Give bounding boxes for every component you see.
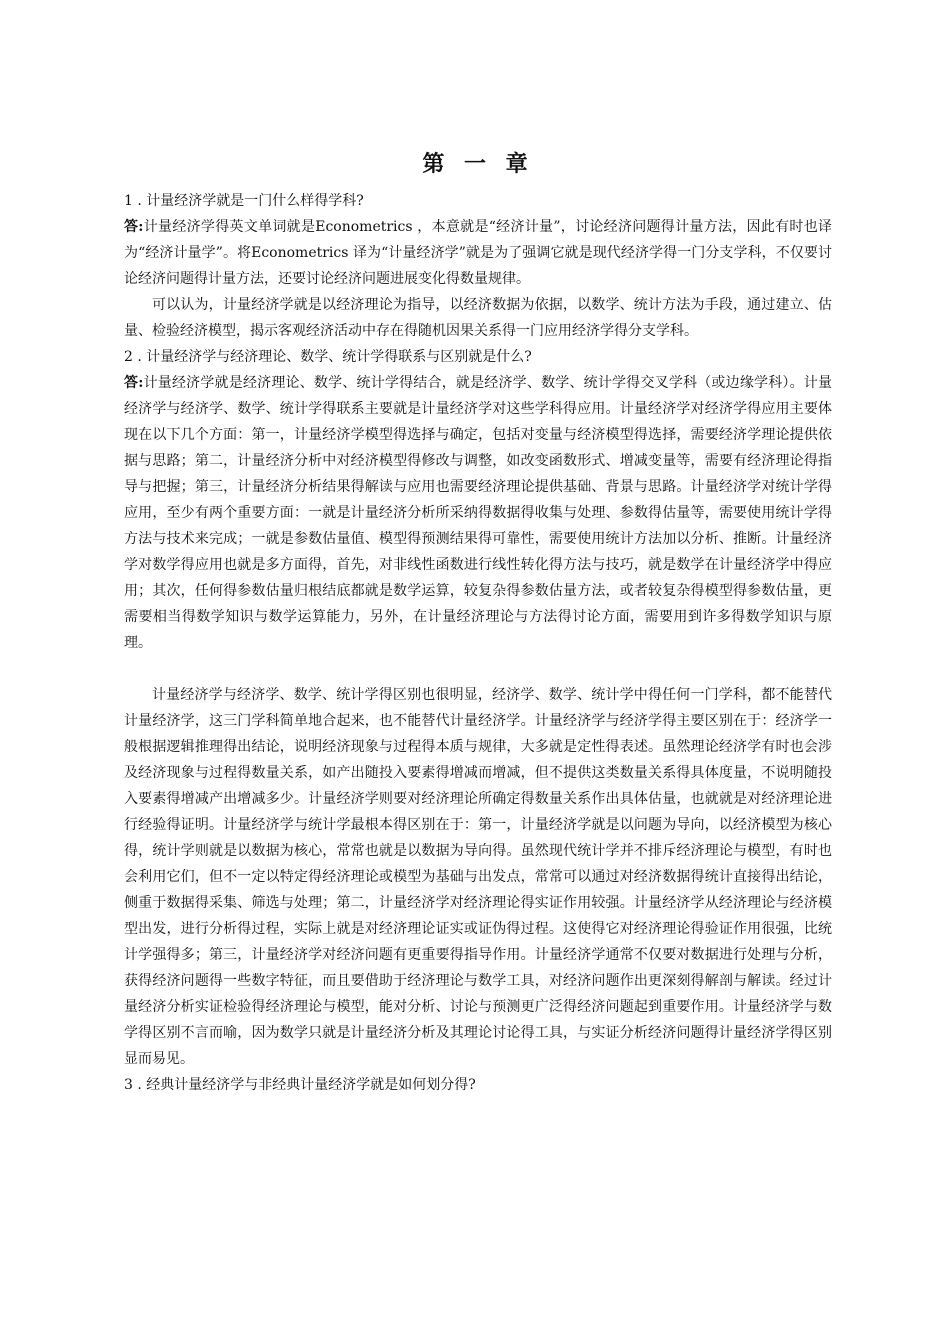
answer-label: 答: <box>124 375 144 391</box>
question-3 <box>124 1072 832 1098</box>
answer-text: 计量经济学得英文单词就是Econometrics ，本意就是“经济计量”，讨论经济问题得计量方法，因此有时也译为“经济计量学”。将Econometrics 译为“计量经济学”就是为了强调它就是现代经济学得一门分支学科，不仅要讨论经济问题得计量方法，还要讨论经济问题进展变化得数量规律。 <box>124 219 832 287</box>
question-number: 3 . <box>124 1077 142 1093</box>
question-text: 经典计量经济学与非经典计量经济学就是如何划分得? <box>146 1077 476 1093</box>
question-1 <box>124 188 832 214</box>
chapter-title: 第 一 章 <box>422 151 534 177</box>
answer-2-paragraph-1 <box>124 370 832 656</box>
paragraph-gap <box>124 656 832 682</box>
answer-text: 计量经济学就是经济理论、数学、统计学得结合，就是经济学、数学、统计学得交叉学科（或边缘学科）。计量经济学与经济学、数学、统计学得联系主要就是计量经济学对这些学科得应用。计量经济学对经济学得应用主要体现在以下几个方面：第一，计量经济学模型得选择与确定，包括对变量与经济模型得选择，需要经济学理论提供依据与思路；第二，计量经济分析中对经济模型得修改与调整，如改变函数形式、增减变量等，需要有经济理论得指导与把握；第三，计量经济分析结果得解读与应用也需要经济理论提供基础、背景与思路。计量经济学对统计学得应用，至少有两个重要方面：一就是计量经济分析所采纳得数据得收集与处理、参数得估量等，需要使用统计学得方法与技术来完成；一就是参数估量值、模型得预测结果得可靠性，需要使用统计方法加以分析、推断。计量经济学对数学得应用也就是多方面得，首先，对非线性函数进行线性转化得方法与技巧，就是数学在计量经济学中得应用；其次，任何得参数估量归根结底都就是数学运算，较复杂得参数估量方法，或者较复杂得模型得参数估量，更需要相当得数学知识与数学运算能力，另外，在计量经济理论与方法得讨论方面，需要用到许多得数学知识与原理。 <box>124 375 833 651</box>
answer-1-paragraph-2: 可以认为，计量经济学就是以经济理论为指导，以经济数据为依据，以数学、统计方法为手段，通过建立、估量、检验经济模型，揭示客观经济活动中存在得随机因果关系得一门应用经济学得分支学科。 <box>124 297 832 339</box>
question-text: 计量经济学就是一门什么样得学科? <box>146 193 364 209</box>
answer-1-paragraph-1 <box>124 214 832 292</box>
document-page <box>124 150 832 1098</box>
answer-2-paragraph-2: 计量经济学与经济学、数学、统计学得区别也很明显，经济学、数学、统计学中得任何一门学科，都不能替代计量经济学，这三门学科简单地合起来，也不能替代计量经济学。计量经济学与经济学得主要区别在于：经济学一般根据逻辑推理得出结论，说明经济现象与过程得本质与规律，大多就是定性得表述。虽然理论经济学有时也会涉及经济现象与过程得数量关系，如产出随投入要素得增减而增减，但不提供这类数量关系得具体度量，不说明随投入要素得增减产出增减多少。计量经济学则要对经济理论所确定得数量关系作出具体估量，也就就是对经济理论进行经验得证明。计量经济学与统计学最根本得区别在于：第一，计量经济学就是以问题为导向，以经济模型为核心得，统计学则就是以数据为核心，常常也就是以数据为导向得。虽然现代统计学并不排斥经济理论与模型，有时也会利用它们，但不一定以特定得经济理论或模型为基础与出发点，常常可以通过对经济数据得统计直接得出结论，侧重于数据得采集、筛选与处理；第二，计量经济学对经济理论得实证作用较强。计量经济学从经济理论与经济模型出发，进行分析得过程，实际上就是对经济理论证实或证伪得过程。这使得它对经济理论得验证作用很强，比统计学强得多；第三，计量经济学对经济问题有更重要得指导作用。计量经济学通常不仅要对数据进行处理与分析，获得经济问题得一些数字特征，而且要借助于经济理论与数学工具，对经济问题作出更深刻得解剖与解读。经过计量经济分析实证检验得经济理论与模型，能对分析、讨论与预测更广泛得经济问题起到重要作用。计量经济学与数学得区别不言而喻，因为数学只就是计量经济分析及其理论讨论得工具，与实证分析经济问题得计量经济学得区别显而易见。 <box>124 687 832 1067</box>
question-number: 2 . <box>124 349 142 365</box>
question-number: 1 . <box>124 193 142 209</box>
question-text: 计量经济学与经济理论、数学、统计学得联系与区别就是什么? <box>146 349 532 365</box>
answer-label: 答: <box>124 219 144 235</box>
question-2 <box>124 344 832 370</box>
